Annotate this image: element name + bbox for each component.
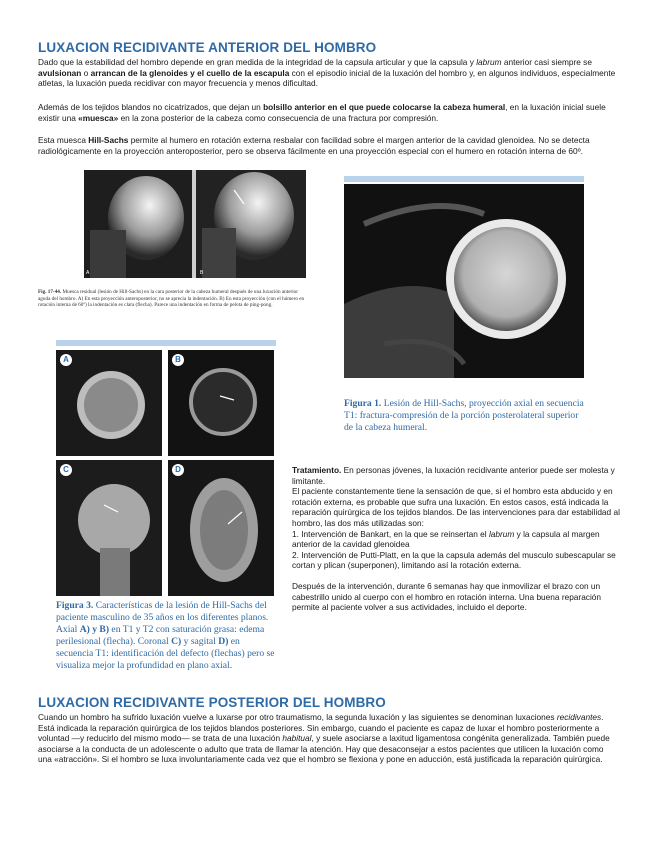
paragraph-intro: Dado que la estabilidad del hombro depende en gran medida de la integridad de la capsula articular y que la capsula y labrum anterior casi siempre se avulsionan o arrancan de la glenoides y el cuello de la escapula con el episodio inicial de la luxación del hombro y, en algunos individuos, especialmente atletas, la luxación pueda recidivar con mayor frecuencia y menos dificultad. <box>38 57 616 89</box>
section-title-posterior: LUXACION RECIDIVANTE POSTERIOR DEL HOMBRO <box>38 695 386 710</box>
figure3-panel-c <box>56 460 162 596</box>
treatment-item-bankart: 1. Intervención de Bankart, en la que se reinsertan el labrum y la capsula al margen anterior de la cavidad glenoidea <box>292 528 600 550</box>
figure3-panel-b-svg <box>168 350 274 456</box>
figure3-panel-b-label: B <box>172 354 184 366</box>
figure1-caption: Figura 1. Lesión de Hill-Sachs, proyección axial en secuencia T1: fractura-compresión de la porción posterolateral superior de la cabeza humeral. <box>344 398 584 433</box>
figure3-panel-d <box>168 460 274 596</box>
figure3-panel-d-label: D <box>172 464 184 476</box>
xray-caption: Fig. 17-44. Muesca residual (lesión de Hill-Sachs) en la cara posterior de la cabeza humeral después de una luxación anterior aguda del hombro. A) En esta proyección anteroposterior, no se aprecia la indentación. B) En esta proyección (con el húmero en rotación interna de 60º) la indentación es clara (flecha). Parece una indentación en forma de pelota de ping-pong. <box>38 289 305 309</box>
figure1-mri-image <box>344 184 584 378</box>
figure3-panel-a <box>56 350 162 456</box>
figure3-top-bar <box>56 340 276 346</box>
treatment-section <box>292 465 622 613</box>
figure3-caption: Figura 3. Características de la lesión de Hill-Sachs del paciente masculino de 35 años en los diferentes planos. Axial A) y B) en T1 y T2 con saturación grasa: edema perilesional (flecha). Coronal C) y sagital D) en secuencia T1: identificación del defecto (flechas) pero se visualiza mejor la profundidad en plano axial. <box>56 600 275 671</box>
treatment-postop: Después de la intervención, durante 6 semanas hay que inmovilizar el brazo con un cabestrillo unido al cuerpo con el hombro en rotación interna. Una buena reparación permite al paciente volver a sus actividades, incluido el deporte. <box>292 580 602 613</box>
figure3-panel-c-label: C <box>60 464 72 476</box>
section-title-anterior: LUXACION RECIDIVANTE ANTERIOR DEL HOMBRO <box>38 40 377 55</box>
figure3-panel-b <box>168 350 274 456</box>
xray-label-a: A <box>86 270 90 276</box>
treatment-intro: Tratamiento. En personas jóvenes, la luxación recidivante anterior puede ser molesta y limitante. <box>292 465 615 486</box>
figure3-panel-a-svg <box>56 350 162 456</box>
figure3-panel-a-label: A <box>60 354 72 366</box>
paragraph-hill-sachs: Esta muesca Hill-Sachs permite al humero en rotación externa resbalar con facilidad sobre el margen anterior de la cavidad glenoidea. No se detecta radiológicamente en la proyección anteroposterior, pero se observa fácilmente en una proyección especial con el humero en rotación interna de 60º. <box>38 135 590 156</box>
paragraph-bolsillo: Además de los tejidos blandos no cicatrizados, que dejan un bolsillo anterior en el que puede colocarse la cabeza humeral, en la luxación inicial suele existir una «muesca» en la zona posterior de la cabeza como consecuencia de una fractura por compresión. <box>38 102 606 123</box>
figure1-mri-svg <box>344 184 584 378</box>
figure3-panel-c-svg <box>56 460 162 596</box>
paragraph-posterior: Cuando un hombro ha sufrido luxación vuelve a luxarse por otro traumatismo, la segunda luxación y las siguientes se denominan luxaciones recidivantes. Está indicada la reparación quirúrgica de los tejidos blandos posteriores. Sin embargo, cuando el paciente es capaz de luxar el hombro posteriormente a voluntad —y reducirlo del mismo modo— se trata de una luxación habitual, y suele asociarse a laxitud ligamentosa congénita generalizada. También puede asociarse a la conducta de un adolescente o adulto que trata de llamar la atención. Hay que desaconsejar a estos pacientes que utilicen la luxación como una «atracción». Si el hombro se luxa involuntariamente cada vez que el hombro se flexiona y pone en aducción, está justificada la reparación quirúrgica. <box>38 712 610 765</box>
treatment-description: El paciente constantemente tiene la sensación de que, si el hombro esta abducido y en rotación externa, es probable que sufra una luxación. En estos casos, está indicada la reparación quirúrgica de los tejidos blandos. De las intervenciones para dar estabilidad al hombro, las dos más utilizadas son: <box>292 486 620 528</box>
figure3-panel-d-svg <box>168 460 274 596</box>
xray-label-b: B <box>200 270 204 276</box>
xray-images <box>84 170 306 278</box>
figure1-top-bar <box>344 176 584 182</box>
treatment-item-putti-platt: 2. Intervención de Putti-Platt, en la que la capsula además del musculo subescapular se cortan y plican (superponen), limitando así la rotación externa. <box>292 549 616 571</box>
xray-figure <box>84 170 306 278</box>
